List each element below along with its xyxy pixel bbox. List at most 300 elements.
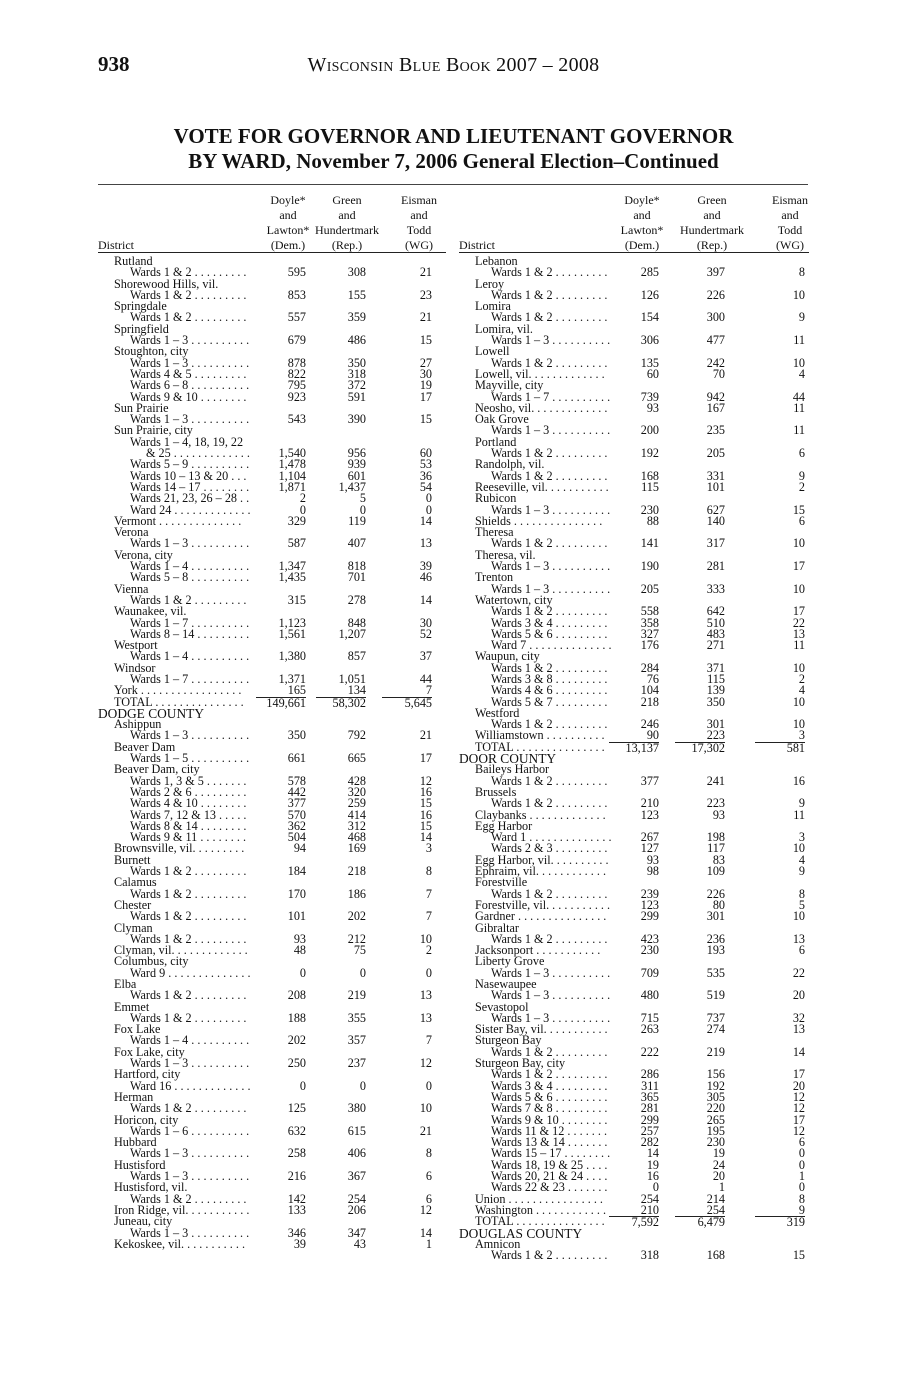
green-votes: 20 bbox=[712, 1169, 725, 1184]
doyle-votes: 93 bbox=[293, 931, 306, 946]
doyle-votes: 442 bbox=[287, 784, 306, 799]
district-label: Ashippun bbox=[114, 717, 162, 732]
eisman-votes: 581 bbox=[755, 742, 805, 754]
eisman-votes: 44 bbox=[792, 389, 805, 404]
district-label: Fox Lake bbox=[114, 1022, 161, 1037]
eisman-votes: 0 bbox=[425, 965, 432, 980]
district-label: Wards 2 & 3 . . . . . . . . . bbox=[491, 841, 608, 856]
green-votes: 486 bbox=[347, 333, 366, 348]
district-label: Hustisford, vil. bbox=[114, 1180, 188, 1195]
district-label: Wards 10 – 13 & 20 . . . bbox=[130, 468, 247, 483]
eisman-votes: 11 bbox=[793, 400, 805, 415]
eisman-votes: 7 bbox=[425, 909, 432, 924]
district-label: Trenton bbox=[475, 570, 514, 585]
district-label: Reeseville, vil. . . . . . . . . . . bbox=[475, 479, 609, 494]
district-label: Egg Harbor bbox=[475, 818, 533, 833]
district-label: Westford bbox=[475, 705, 520, 720]
eisman-votes: 46 bbox=[419, 570, 432, 585]
eisman-votes: 54 bbox=[419, 479, 432, 494]
district-label: Sister Bay, vil. . . . . . . . . . . bbox=[475, 1022, 608, 1037]
eisman-votes: 15 bbox=[419, 333, 432, 348]
doyle-votes: 170 bbox=[287, 886, 306, 901]
eisman-votes: 9 bbox=[798, 468, 805, 483]
district-label: Wards 1 & 2 . . . . . . . . . bbox=[491, 468, 608, 483]
green-votes: 535 bbox=[706, 965, 725, 980]
doyle-votes: 679 bbox=[287, 333, 306, 348]
eisman-votes: 14 bbox=[792, 1044, 805, 1059]
eisman-votes: 17 bbox=[792, 1067, 805, 1082]
district-label: Baileys Harbor bbox=[475, 762, 550, 777]
district-label: Wards 9 & 11 . . . . . . . . bbox=[130, 830, 247, 845]
district-label: Waunakee, vil. bbox=[114, 604, 187, 619]
eisman-votes: 10 bbox=[792, 355, 805, 370]
district-label: Wards 1, 3 & 5 . . . . . . . bbox=[130, 773, 247, 788]
eisman-votes: 17 bbox=[419, 751, 432, 766]
table-row bbox=[98, 1236, 446, 1251]
eisman-votes: 10 bbox=[792, 909, 805, 924]
eisman-votes: 53 bbox=[419, 457, 432, 472]
district-label: Wards 1 & 2 . . . . . . . . . bbox=[130, 592, 247, 607]
doyle-votes: 205 bbox=[640, 581, 659, 596]
district-label: Wards 1 & 2 . . . . . . . . . bbox=[130, 988, 247, 1003]
eisman-votes: 3 bbox=[798, 830, 805, 845]
green-votes: 956 bbox=[347, 446, 366, 461]
table-row bbox=[98, 572, 446, 583]
green-votes: 591 bbox=[347, 389, 366, 404]
doyle-votes: 709 bbox=[640, 965, 659, 980]
eisman-votes: 9 bbox=[798, 310, 805, 325]
eisman-votes: 30 bbox=[419, 615, 432, 630]
top-rule bbox=[98, 184, 808, 185]
doyle-votes: 13,137 bbox=[609, 742, 659, 754]
doyle-votes: 188 bbox=[287, 1010, 306, 1025]
doyle-votes: 0 bbox=[299, 1078, 306, 1093]
district-label: Ward 1 . . . . . . . . . . . . . . bbox=[491, 830, 612, 845]
green-votes: 468 bbox=[347, 830, 366, 845]
green-votes: 0 bbox=[359, 965, 366, 980]
green-votes: 615 bbox=[347, 1123, 366, 1138]
green-votes: 101 bbox=[706, 479, 725, 494]
district-label: Wards 20, 21 & 24 . . . . bbox=[491, 1169, 608, 1184]
eisman-votes: 20 bbox=[792, 1078, 805, 1093]
doyle-votes: 258 bbox=[287, 1146, 306, 1161]
district-label: Wards 1 & 2 . . . . . . . . . bbox=[491, 604, 608, 619]
district-label: Wards 14 – 17 . . . . . . . . bbox=[130, 479, 250, 494]
doyle-votes: 1,347 bbox=[278, 559, 306, 574]
district-label: Washington . . . . . . . . . . . . bbox=[475, 1202, 607, 1217]
green-votes: 627 bbox=[706, 502, 725, 517]
green-votes: 117 bbox=[707, 841, 725, 856]
doyle-votes: 558 bbox=[640, 604, 659, 619]
eisman-votes: 14 bbox=[419, 513, 432, 528]
green-votes: 219 bbox=[347, 988, 366, 1003]
eisman-votes: 22 bbox=[792, 965, 805, 980]
doyle-votes: 329 bbox=[287, 513, 306, 528]
doyle-votes: 739 bbox=[640, 389, 659, 404]
district-label: Wards 1 & 2 . . . . . . . . . bbox=[491, 1067, 608, 1082]
doyle-votes: 286 bbox=[640, 1067, 659, 1082]
green-votes: 218 bbox=[347, 864, 366, 879]
district-label: DOOR COUNTY bbox=[459, 751, 557, 767]
eisman-votes: 6 bbox=[798, 1135, 805, 1150]
eisman-votes: 12 bbox=[419, 773, 432, 788]
district-label: Vienna bbox=[114, 581, 149, 596]
green-votes: 428 bbox=[347, 773, 366, 788]
eisman-votes: 0 bbox=[798, 1157, 805, 1172]
district-label: Lowell bbox=[475, 344, 510, 359]
district-label: Herman bbox=[114, 1089, 154, 1104]
district-label: Rubicon bbox=[475, 491, 517, 506]
district-label: Forestville bbox=[475, 875, 528, 890]
green-votes: 312 bbox=[347, 818, 366, 833]
doyle-votes: 98 bbox=[646, 864, 659, 879]
eisman-votes: 0 bbox=[425, 502, 432, 517]
district-label: Wards 1 – 3 . . . . . . . . . . bbox=[130, 412, 250, 427]
green-votes: 359 bbox=[347, 310, 366, 325]
district-label: Wards 3 & 4 . . . . . . . . . bbox=[491, 1078, 608, 1093]
district-label: Sevastopol bbox=[475, 999, 529, 1014]
eisman-votes: 23 bbox=[419, 287, 432, 302]
doyle-votes: 1,871 bbox=[278, 479, 306, 494]
district-label: DODGE COUNTY bbox=[98, 705, 205, 721]
district-label: Iron Ridge, vil. . . . . . . . . . . bbox=[114, 1202, 250, 1217]
doyle-votes: 210 bbox=[640, 1202, 659, 1217]
eisman-votes: 12 bbox=[792, 1089, 805, 1104]
district-label: Portland bbox=[475, 434, 517, 449]
eisman-votes: 13 bbox=[419, 536, 432, 551]
green-header: Green and Hundertmark (Rep.) bbox=[315, 193, 379, 252]
district-label: Wards 5 & 6 . . . . . . . . . bbox=[491, 1089, 608, 1104]
district-label: Wards 1 – 3 . . . . . . . . . . bbox=[130, 355, 250, 370]
eisman-votes: 11 bbox=[793, 638, 805, 653]
doyle-votes: 661 bbox=[287, 751, 306, 766]
doyle-votes: 1,371 bbox=[278, 671, 306, 686]
green-votes: 93 bbox=[712, 807, 725, 822]
left-header bbox=[98, 191, 446, 253]
eisman-votes: 6 bbox=[425, 1169, 432, 1184]
green-votes: 371 bbox=[706, 660, 725, 675]
eisman-votes: 3 bbox=[798, 728, 805, 743]
district-label: Liberty Grove bbox=[475, 954, 545, 969]
doyle-votes: 0 bbox=[299, 502, 306, 517]
green-votes: 483 bbox=[706, 626, 725, 641]
doyle-votes: 358 bbox=[640, 615, 659, 630]
district-label: Wards 9 & 10 . . . . . . . . bbox=[130, 389, 247, 404]
doyle-header: Doyle* and Lawton* (Dem.) bbox=[266, 193, 310, 252]
doyle-votes: 923 bbox=[287, 389, 306, 404]
eisman-votes: 21 bbox=[419, 310, 432, 325]
green-votes: 168 bbox=[706, 1248, 725, 1263]
district-label: Wards 1 & 2 . . . . . . . . . bbox=[491, 717, 608, 732]
district-label: Wards 1 – 3 . . . . . . . . . . bbox=[130, 1225, 250, 1240]
eisman-votes: 6 bbox=[425, 1191, 432, 1206]
doyle-votes: 315 bbox=[287, 592, 306, 607]
green-votes: 477 bbox=[706, 333, 725, 348]
district-label: Oak Grove bbox=[475, 412, 529, 427]
eisman-votes: 8 bbox=[798, 886, 805, 901]
district-label: TOTAL . . . . . . . . . . . . . . . bbox=[475, 739, 605, 754]
doyle-votes: 267 bbox=[640, 830, 659, 845]
district-label: Ward 24 . . . . . . . . . . . . . bbox=[130, 502, 251, 517]
district-label: Ward 16 . . . . . . . . . . . . . bbox=[130, 1078, 251, 1093]
eisman-votes: 12 bbox=[419, 1056, 432, 1071]
doyle-votes: 93 bbox=[646, 852, 659, 867]
green-votes: 357 bbox=[347, 1033, 366, 1048]
doyle-votes: 165 bbox=[287, 683, 306, 698]
doyle-votes: 222 bbox=[640, 1044, 659, 1059]
green-votes: 83 bbox=[712, 852, 725, 867]
district-label: Lomira bbox=[475, 299, 511, 314]
district-label: Wards 1 & 2 . . . . . . . . . bbox=[491, 265, 608, 280]
doyle-votes: 795 bbox=[287, 378, 306, 393]
district-label: Wards 1 & 2 . . . . . . . . . bbox=[491, 355, 608, 370]
district-label: Theresa bbox=[475, 525, 514, 540]
eisman-votes: 6 bbox=[798, 943, 805, 958]
green-votes: 347 bbox=[347, 1225, 366, 1240]
eisman-votes: 52 bbox=[419, 626, 432, 641]
table-row bbox=[459, 335, 809, 346]
doyle-votes: 19 bbox=[646, 1157, 659, 1172]
doyle-votes: 76 bbox=[646, 671, 659, 686]
doyle-votes: 202 bbox=[287, 1033, 306, 1048]
district-label: Wards 1 – 3 . . . . . . . . . . bbox=[491, 581, 611, 596]
green-votes: 510 bbox=[706, 615, 725, 630]
eisman-votes: 3 bbox=[425, 841, 432, 856]
district-header: District bbox=[459, 238, 495, 252]
green-votes: 198 bbox=[706, 830, 725, 845]
green-votes: 350 bbox=[706, 694, 725, 709]
district-label: Wards 1 & 2 . . . . . . . . . bbox=[491, 796, 608, 811]
district-label: York . . . . . . . . . . . . . . . . . bbox=[114, 683, 242, 698]
doyle-votes: 587 bbox=[287, 536, 306, 551]
district-label: Wards 1 & 2 . . . . . . . . . bbox=[130, 1191, 247, 1206]
table-row bbox=[459, 287, 809, 302]
district-label: Windsor bbox=[114, 660, 156, 675]
doyle-votes: 284 bbox=[640, 660, 659, 675]
doyle-votes: 2 bbox=[299, 491, 306, 506]
district-label: Claybanks . . . . . . . . . . . . . bbox=[475, 807, 606, 822]
district-label: Wards 3 & 4 . . . . . . . . . bbox=[491, 615, 608, 630]
table-row bbox=[98, 965, 446, 980]
green-votes: 300 bbox=[706, 310, 725, 325]
district-label: Kekoskee, vil. . . . . . . . . . . bbox=[114, 1236, 245, 1251]
district-label: Wards 1 – 3 . . . . . . . . . . bbox=[491, 965, 611, 980]
eisman-votes: 30 bbox=[419, 366, 432, 381]
district-label: Beaver Dam, city bbox=[114, 762, 200, 777]
district-label: Wards 1 – 3 . . . . . . . . . . bbox=[491, 988, 611, 1003]
title-line-2: BY WARD, November 7, 2006 General Election–Continued bbox=[188, 149, 719, 173]
doyle-votes: 149,661 bbox=[256, 697, 306, 709]
table-row bbox=[98, 990, 446, 1001]
green-votes: 390 bbox=[347, 412, 366, 427]
district-label: Mayville, city bbox=[475, 378, 544, 393]
doyle-votes: 127 bbox=[640, 841, 659, 856]
doyle-votes: 480 bbox=[640, 988, 659, 1003]
right-header bbox=[459, 191, 809, 253]
district-label: Wards 1 & 2 . . . . . . . . . bbox=[491, 660, 608, 675]
doyle-votes: 184 bbox=[287, 864, 306, 879]
eisman-votes: 10 bbox=[792, 581, 805, 596]
table-row bbox=[459, 267, 809, 278]
eisman-votes: 2 bbox=[798, 671, 805, 686]
green-votes: 848 bbox=[347, 615, 366, 630]
doyle-votes: 230 bbox=[640, 943, 659, 958]
district-label: Verona bbox=[114, 525, 149, 540]
eisman-votes: 10 bbox=[792, 536, 805, 551]
district-label: Wards 1 – 3 . . . . . . . . . . bbox=[491, 423, 611, 438]
district-label: Wards 5 & 7 . . . . . . . . . bbox=[491, 694, 608, 709]
doyle-votes: 1,478 bbox=[278, 457, 306, 472]
district-label: Columbus, city bbox=[114, 954, 189, 969]
doyle-votes: 200 bbox=[640, 423, 659, 438]
eisman-votes: 10 bbox=[792, 841, 805, 856]
eisman-votes: 1 bbox=[798, 1169, 805, 1184]
green-votes: 271 bbox=[706, 638, 725, 653]
district-label: Sturgeon Bay bbox=[475, 1033, 542, 1048]
green-votes: 857 bbox=[347, 649, 366, 664]
district-label: Clyman, vil. . . . . . . . . . . . . bbox=[114, 943, 248, 958]
green-votes: 193 bbox=[706, 943, 725, 958]
eisman-votes: 6 bbox=[798, 446, 805, 461]
left-table-body bbox=[98, 256, 446, 1250]
doyle-votes: 39 bbox=[293, 1236, 306, 1251]
doyle-votes: 216 bbox=[287, 1169, 306, 1184]
eisman-votes: 21 bbox=[419, 265, 432, 280]
green-votes: 19 bbox=[712, 1146, 725, 1161]
district-label: Wards 8 – 14 . . . . . . . . . bbox=[130, 626, 250, 641]
district-label: Wards 1 – 4, 18, 19, 22 bbox=[130, 434, 244, 449]
doyle-votes: 16 bbox=[646, 1169, 659, 1184]
district-label: Theresa, vil. bbox=[475, 547, 536, 562]
district-label: Wards 1 – 3 . . . . . . . . . . bbox=[491, 559, 611, 574]
district-label: Wards 1 & 2 . . . . . . . . . bbox=[491, 536, 608, 551]
green-votes: 305 bbox=[706, 1089, 725, 1104]
district-label: Wards 1 & 2 . . . . . . . . . bbox=[130, 310, 247, 325]
doyle-votes: 263 bbox=[640, 1022, 659, 1037]
eisman-votes: 10 bbox=[419, 1101, 432, 1116]
eisman-votes: 9 bbox=[798, 1202, 805, 1217]
doyle-votes: 254 bbox=[640, 1191, 659, 1206]
green-votes: 397 bbox=[706, 265, 725, 280]
district-label: Rutland bbox=[114, 254, 153, 268]
doyle-votes: 123 bbox=[640, 807, 659, 822]
district-label: Wards 1 & 2 . . . . . . . . . bbox=[130, 1010, 247, 1025]
green-votes: 254 bbox=[706, 1202, 725, 1217]
eisman-votes: 8 bbox=[425, 1146, 432, 1161]
district-label: Wards 21, 23, 26 – 28 . . bbox=[130, 491, 250, 506]
header-rule bbox=[98, 252, 446, 253]
eisman-votes: 0 bbox=[798, 1180, 805, 1195]
green-votes: 0 bbox=[359, 1078, 366, 1093]
district-label: Wards 4 & 10 . . . . . . . . bbox=[130, 796, 247, 811]
eisman-votes: 14 bbox=[419, 592, 432, 607]
doyle-votes: 311 bbox=[641, 1078, 659, 1093]
district-label: Wards 1 – 3 . . . . . . . . . . bbox=[491, 502, 611, 517]
table-row bbox=[98, 513, 446, 528]
district-label: Waupun, city bbox=[475, 649, 540, 664]
doyle-votes: 135 bbox=[640, 355, 659, 370]
district-label: Ward 9 . . . . . . . . . . . . . . bbox=[130, 965, 251, 980]
eisman-header: Eisman and Todd (WG) bbox=[401, 193, 437, 252]
green-votes: 156 bbox=[706, 1067, 725, 1082]
district-label: Wards 1 – 3 . . . . . . . . . . bbox=[491, 1010, 611, 1025]
doyle-votes: 299 bbox=[640, 909, 659, 924]
district-label: Hustisford bbox=[114, 1157, 166, 1172]
doyle-votes: 168 bbox=[640, 468, 659, 483]
district-label: Wards 7 & 8 . . . . . . . . . bbox=[491, 1101, 608, 1116]
green-votes: 241 bbox=[706, 773, 725, 788]
eisman-votes: 4 bbox=[798, 366, 805, 381]
district-label: Calamus bbox=[114, 875, 157, 890]
green-votes: 320 bbox=[347, 784, 366, 799]
eisman-votes: 7 bbox=[425, 683, 432, 698]
district-label: Wards 1 & 2 . . . . . . . . . bbox=[491, 287, 608, 302]
district-label: Shields . . . . . . . . . . . . . . . bbox=[475, 513, 603, 528]
green-votes: 155 bbox=[347, 287, 366, 302]
eisman-votes: 9 bbox=[798, 864, 805, 879]
district-label: Westport bbox=[114, 638, 158, 653]
eisman-votes: 10 bbox=[792, 660, 805, 675]
district-label: Wards 1 – 3 . . . . . . . . . . bbox=[491, 333, 611, 348]
eisman-votes: 8 bbox=[425, 864, 432, 879]
eisman-votes: 8 bbox=[798, 1191, 805, 1206]
district-label: Wards 1 – 6 . . . . . . . . . . bbox=[130, 1123, 250, 1138]
green-votes: 254 bbox=[347, 1191, 366, 1206]
green-votes: 206 bbox=[347, 1202, 366, 1217]
eisman-votes: 5,645 bbox=[382, 697, 432, 709]
doyle-votes: 632 bbox=[287, 1123, 306, 1138]
doyle-votes: 1,435 bbox=[278, 570, 306, 585]
green-votes: 139 bbox=[706, 683, 725, 698]
green-votes: 236 bbox=[706, 931, 725, 946]
green-votes: 17,302 bbox=[675, 742, 725, 754]
green-votes: 214 bbox=[706, 1191, 725, 1206]
green-votes: 281 bbox=[706, 559, 725, 574]
district-header: District bbox=[98, 238, 134, 252]
eisman-votes: 15 bbox=[419, 412, 432, 427]
doyle-votes: 48 bbox=[293, 943, 306, 958]
district-label: Emmet bbox=[114, 999, 150, 1014]
doyle-votes: 365 bbox=[640, 1089, 659, 1104]
district-label: Wards 22 & 23 . . . . . . . bbox=[491, 1180, 608, 1195]
green-votes: 167 bbox=[706, 400, 725, 415]
green-votes: 0 bbox=[359, 502, 366, 517]
green-votes: 301 bbox=[706, 909, 725, 924]
green-votes: 223 bbox=[706, 796, 725, 811]
district-label: Wards 1 & 2 . . . . . . . . . bbox=[491, 310, 608, 325]
green-votes: 202 bbox=[347, 909, 366, 924]
eisman-votes: 13 bbox=[792, 626, 805, 641]
district-label: Williamstown . . . . . . . . . . bbox=[475, 728, 605, 743]
doyle-votes: 7,592 bbox=[609, 1216, 659, 1228]
eisman-votes: 16 bbox=[792, 773, 805, 788]
doyle-votes: 285 bbox=[640, 265, 659, 280]
running-head: Wisconsin Blue Book 2007 – 2008 bbox=[307, 54, 600, 76]
eisman-votes: 16 bbox=[419, 784, 432, 799]
district-label: Wards 1 & 2 . . . . . . . . . bbox=[130, 909, 247, 924]
district-label: Springfield bbox=[114, 321, 169, 336]
green-votes: 70 bbox=[712, 366, 725, 381]
eisman-votes: 4 bbox=[798, 852, 805, 867]
district-label: Juneau, city bbox=[114, 1214, 173, 1229]
district-label: Wards 1 & 2 . . . . . . . . . bbox=[130, 864, 247, 879]
table-row bbox=[459, 1250, 809, 1261]
district-label: Wards 9 & 10 . . . . . . . . bbox=[491, 1112, 608, 1127]
eisman-header: Eisman and Todd (WG) bbox=[772, 193, 808, 252]
green-votes: 939 bbox=[347, 457, 366, 472]
green-votes: 119 bbox=[348, 513, 366, 528]
district-label: Ephraim, vil. . . . . . . . . . . . bbox=[475, 864, 607, 879]
